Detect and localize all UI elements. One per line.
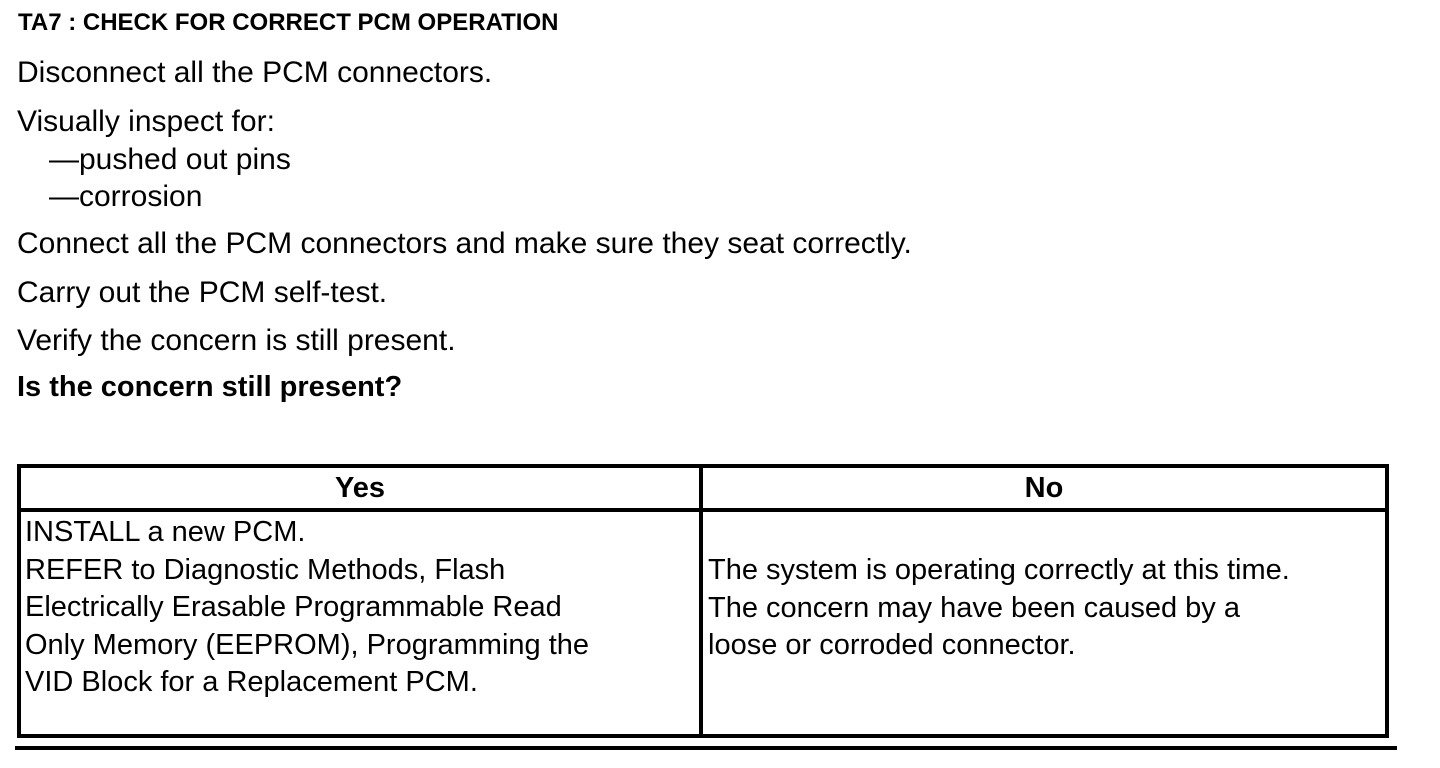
decision-question: Is the concern still present? <box>17 371 403 403</box>
yes-header: Yes <box>19 466 701 510</box>
procedure-title: TA7 : CHECK FOR CORRECT PCM OPERATION <box>18 9 559 36</box>
step-self-test: Carry out the PCM self-test. <box>17 276 388 309</box>
no-line: The concern may have been caused by a <box>708 591 1240 624</box>
no-header: No <box>701 466 1387 510</box>
no-line: The system is operating correctly at this time. <box>708 554 1290 586</box>
step-disconnect: Disconnect all the PCM connectors. <box>17 56 493 89</box>
table-row <box>19 510 1387 736</box>
step-connect: Connect all the PCM connectors and make sure they seat correctly. <box>17 227 912 260</box>
bottom-divider <box>15 746 1397 750</box>
no-line: loose or corroded connector. <box>708 629 1076 661</box>
yes-no-table <box>17 464 1389 738</box>
inspect-item-pins: —pushed out pins <box>49 143 291 176</box>
yes-line: REFER to Diagnostic Methods, Flash <box>25 553 506 586</box>
yes-line: Only Memory (EEPROM), Programming the <box>25 628 590 661</box>
step-inspect: Visually inspect for: <box>17 105 275 138</box>
no-cell <box>701 510 1387 736</box>
table-header-row <box>19 466 1387 510</box>
yes-line: INSTALL a new PCM. <box>25 516 306 548</box>
yes-cell <box>19 510 701 736</box>
yes-line: VID Block for a Replacement PCM. <box>25 666 478 698</box>
yes-line: Electrically Erasable Programmable Read <box>25 591 562 623</box>
inspect-item-corrosion: —corrosion <box>49 180 203 213</box>
step-verify: Verify the concern is still present. <box>17 324 456 357</box>
